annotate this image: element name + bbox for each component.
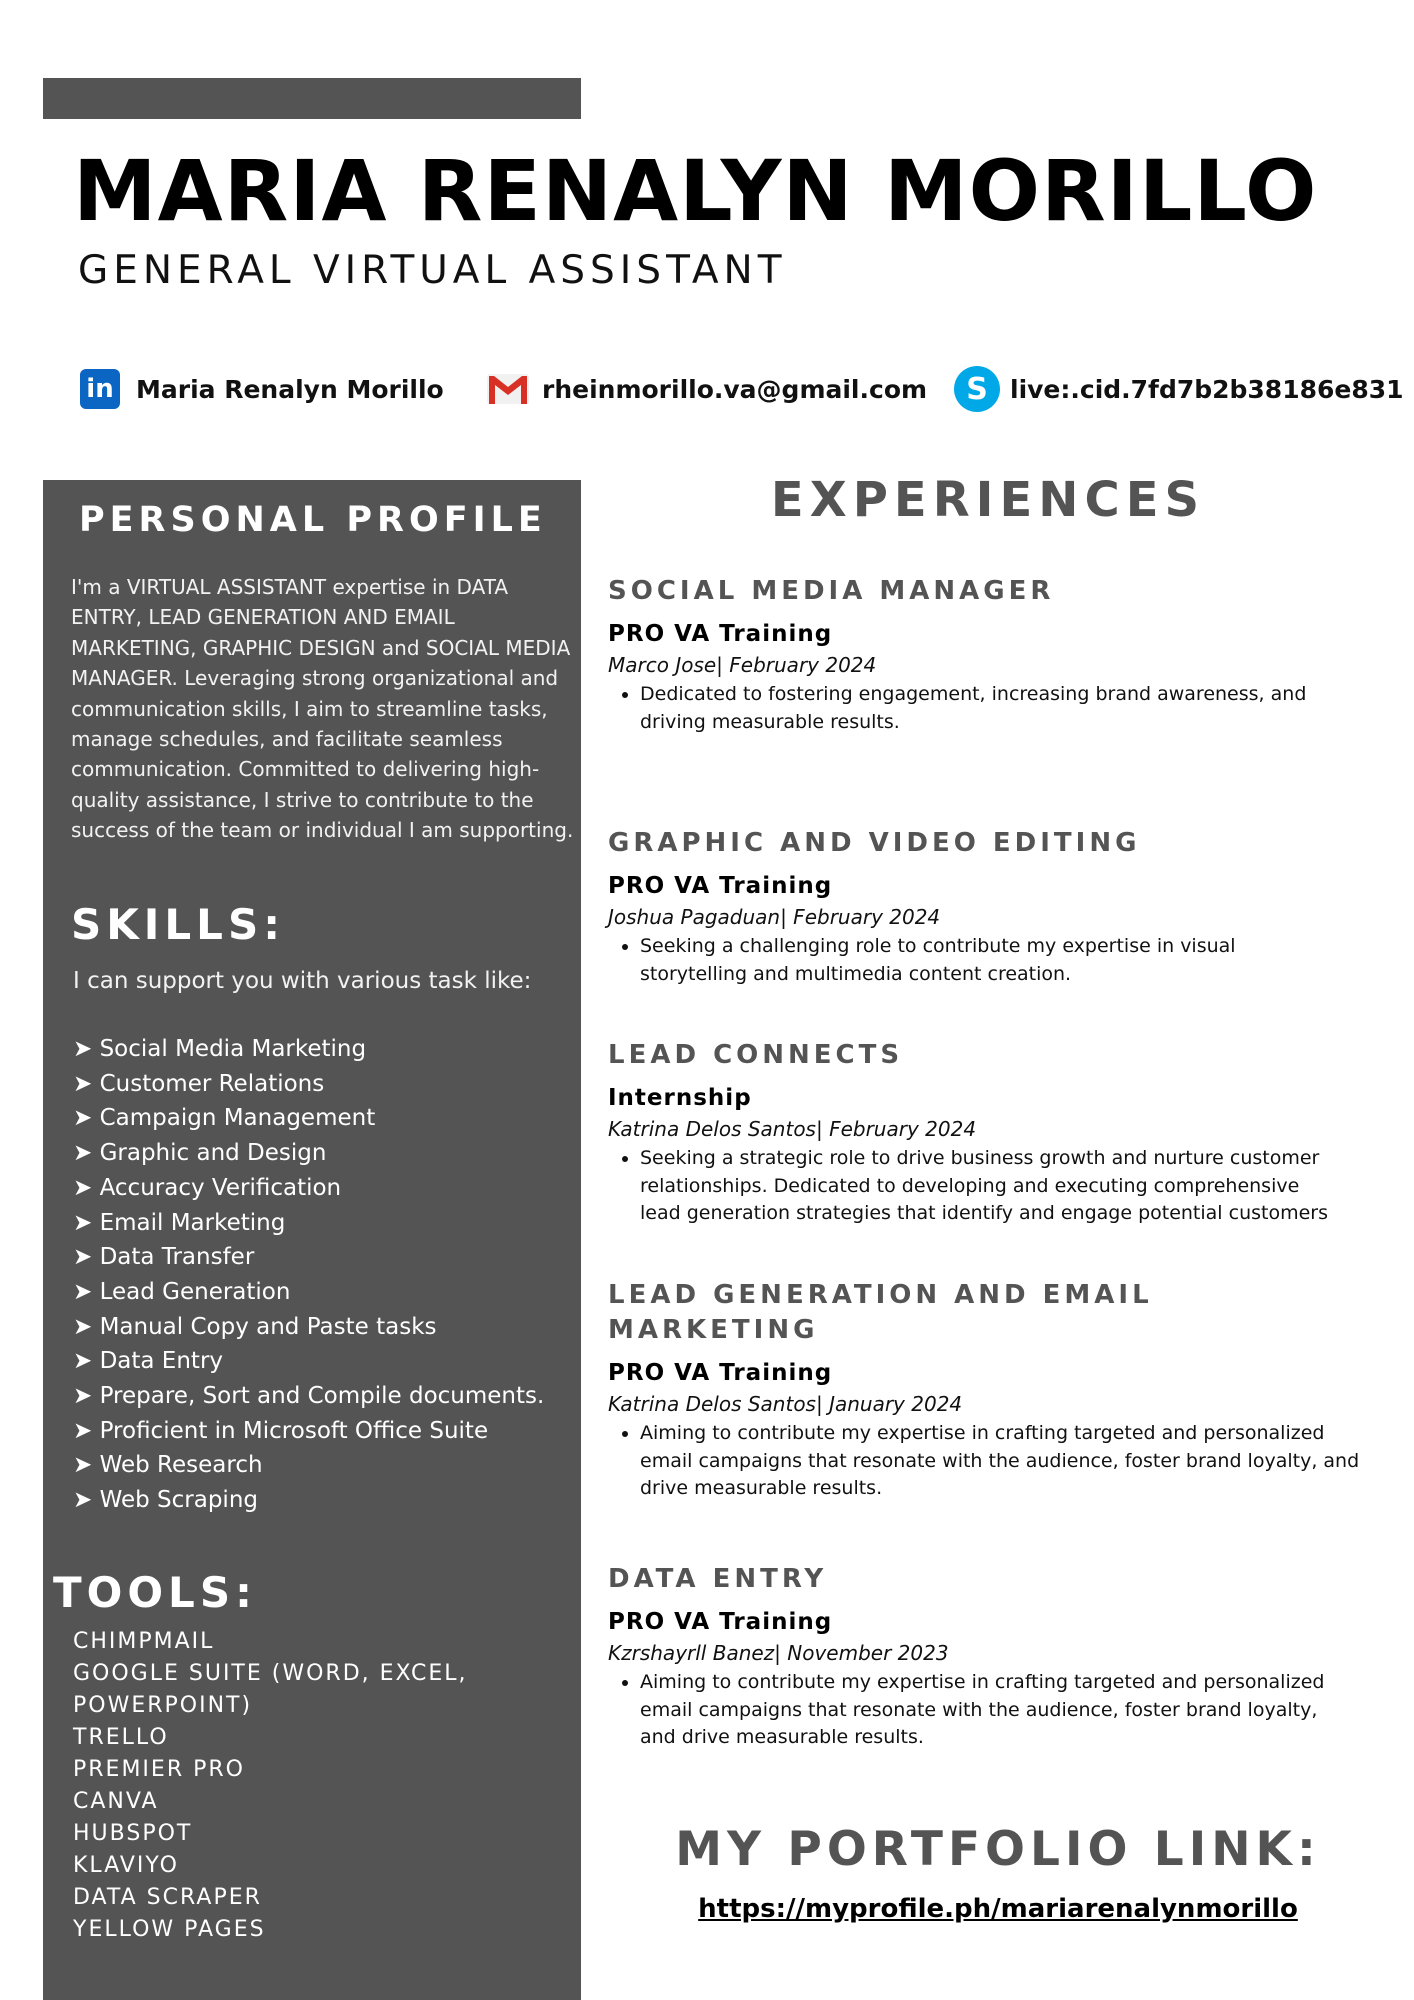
portfolio-heading: MY PORTFOLIO LINK: xyxy=(675,1822,1321,1877)
linkedin-name: Maria Renalyn Morillo xyxy=(136,374,444,404)
tool-item: TRELLO xyxy=(73,1725,169,1750)
skill-item: ➤ Proficient in Microsoft Office Suite xyxy=(73,1417,489,1444)
experience-item xyxy=(608,1562,1338,1752)
profile-text: I'm a VIRTUAL ASSISTANT expertise in DATA ENTRY, LEAD GENERATION AND EMAIL MARKETING, GRAPHIC DESIGN and SOCIAL MEDIA MANAGER. Leveraging strong organizational and communication skills, I aim to streamline tasks, manage schedules, and facilitate seamless communication. Committed to delivering high-quality assistance, I strive to contribute to the success of the team or individual I am supporting. xyxy=(71,575,574,843)
experiences-heading: EXPERIENCES xyxy=(770,472,1206,528)
job-role: LEAD GENERATION AND EMAIL MARKETING xyxy=(608,1280,1153,1345)
skill-item: ➤ Manual Copy and Paste tasks xyxy=(73,1313,437,1340)
contact-skype[interactable] xyxy=(954,364,1404,414)
tool-item: GOOGLE SUITE (WORD, EXCEL, xyxy=(73,1661,468,1686)
job-meta: Joshua Pagaduan| February 2024 xyxy=(608,905,941,929)
skills-list xyxy=(73,1032,544,1518)
skill-item: ➤ Prepare, Sort and Compile documents. xyxy=(73,1383,545,1410)
tools-heading: TOOLS: xyxy=(53,1568,257,1617)
gmail-icon xyxy=(486,372,530,406)
job-company: PRO VA Training xyxy=(608,1360,833,1386)
job-company: PRO VA Training xyxy=(608,1609,833,1635)
job-meta: Marco Jose| February 2024 xyxy=(608,653,877,677)
skills-heading: SKILLS: xyxy=(71,900,285,949)
portfolio-link[interactable]: https://myprofile.ph/mariarenalynmorillo xyxy=(698,1894,1298,1924)
job-company: PRO VA Training xyxy=(608,873,833,899)
contact-email[interactable] xyxy=(486,364,927,414)
tool-item: HUBSPOT xyxy=(73,1821,193,1846)
job-meta: Kzrshayrll Banez| November 2023 xyxy=(608,1641,949,1665)
job-description: • Dedicated to fostering engagement, increasing brand awareness, and driving measurable results. xyxy=(640,681,1338,736)
skype-icon: S xyxy=(954,366,1000,412)
profile-heading: PERSONAL PROFILE xyxy=(79,500,547,540)
experience-item xyxy=(608,1038,1338,1228)
tool-item: DATA SCRAPER xyxy=(73,1885,262,1910)
skill-item: ➤ Customer Relations xyxy=(73,1070,325,1097)
skills-intro: I can support you with various task like: xyxy=(73,968,532,994)
job-title: GENERAL VIRTUAL ASSISTANT xyxy=(78,248,787,293)
job-company: PRO VA Training xyxy=(608,621,833,647)
skill-item: ➤ Social Media Marketing xyxy=(73,1036,367,1062)
skype-id: live:.cid.7fd7b2b38186e831 xyxy=(1010,374,1404,404)
job-meta: Katrina Delos Santos| January 2024 xyxy=(608,1392,963,1416)
job-company: Internship xyxy=(608,1085,752,1111)
tool-item: CANVA xyxy=(73,1789,159,1814)
skill-item: ➤ Campaign Management xyxy=(73,1105,376,1132)
full-name: MARIA RENALYN MORILLO xyxy=(73,142,1318,240)
job-meta: Katrina Delos Santos| February 2024 xyxy=(608,1117,977,1141)
skill-item: ➤ Graphic and Design xyxy=(73,1140,327,1167)
tool-item: PREMIER PRO xyxy=(73,1757,245,1782)
tools-list xyxy=(73,1626,468,1946)
skill-item: ➤ Email Marketing xyxy=(73,1209,286,1236)
job-description: • Seeking a strategic role to drive business growth and nurture customer relationships. Dedicated to developing and executing comprehensive lead generation strategies that identify and engage potential customers xyxy=(640,1145,1338,1228)
job-description: • Aiming to contribute my expertise in crafting targeted and personalized email campaigns that resonate with the audience, foster brand loyalty, and drive measurable results. xyxy=(640,1420,1370,1503)
header-accent-bar xyxy=(43,78,581,119)
job-role: GRAPHIC AND VIDEO EDITING xyxy=(608,828,1141,858)
experience-item xyxy=(608,1278,1360,1503)
skill-item: ➤ Web Research xyxy=(73,1452,263,1479)
experience-item xyxy=(608,574,1338,736)
skill-item: ➤ Web Scraping xyxy=(73,1487,258,1514)
sidebar xyxy=(43,480,581,2000)
tool-item: YELLOW PAGES xyxy=(73,1917,266,1942)
job-description: • Aiming to contribute my expertise in crafting targeted and personalized email campaigns that resonate with the audience, foster brand loyalty, and drive measurable results. xyxy=(640,1669,1338,1752)
tool-item: KLAVIYO xyxy=(73,1853,179,1878)
job-role: DATA ENTRY xyxy=(608,1564,828,1594)
tool-item: POWERPOINT) xyxy=(73,1693,253,1718)
experience-item xyxy=(608,826,1338,988)
skill-item: ➤ Accuracy Verification xyxy=(73,1174,342,1201)
email-address: rheinmorillo.va@gmail.com xyxy=(542,374,928,404)
linkedin-icon: in xyxy=(80,369,120,409)
skill-item: ➤ Lead Generation xyxy=(73,1278,291,1305)
job-role: SOCIAL MEDIA MANAGER xyxy=(608,576,1055,606)
skill-item: ➤ Data Entry xyxy=(73,1348,224,1375)
tool-item: CHIMPMAIL xyxy=(73,1629,215,1654)
skill-item: ➤ Data Transfer xyxy=(73,1244,255,1271)
job-role: LEAD CONNECTS xyxy=(608,1040,904,1070)
contact-linkedin[interactable] xyxy=(80,364,444,414)
job-description: • Seeking a challenging role to contribute my expertise in visual storytelling and multimedia content creation. xyxy=(640,933,1338,988)
